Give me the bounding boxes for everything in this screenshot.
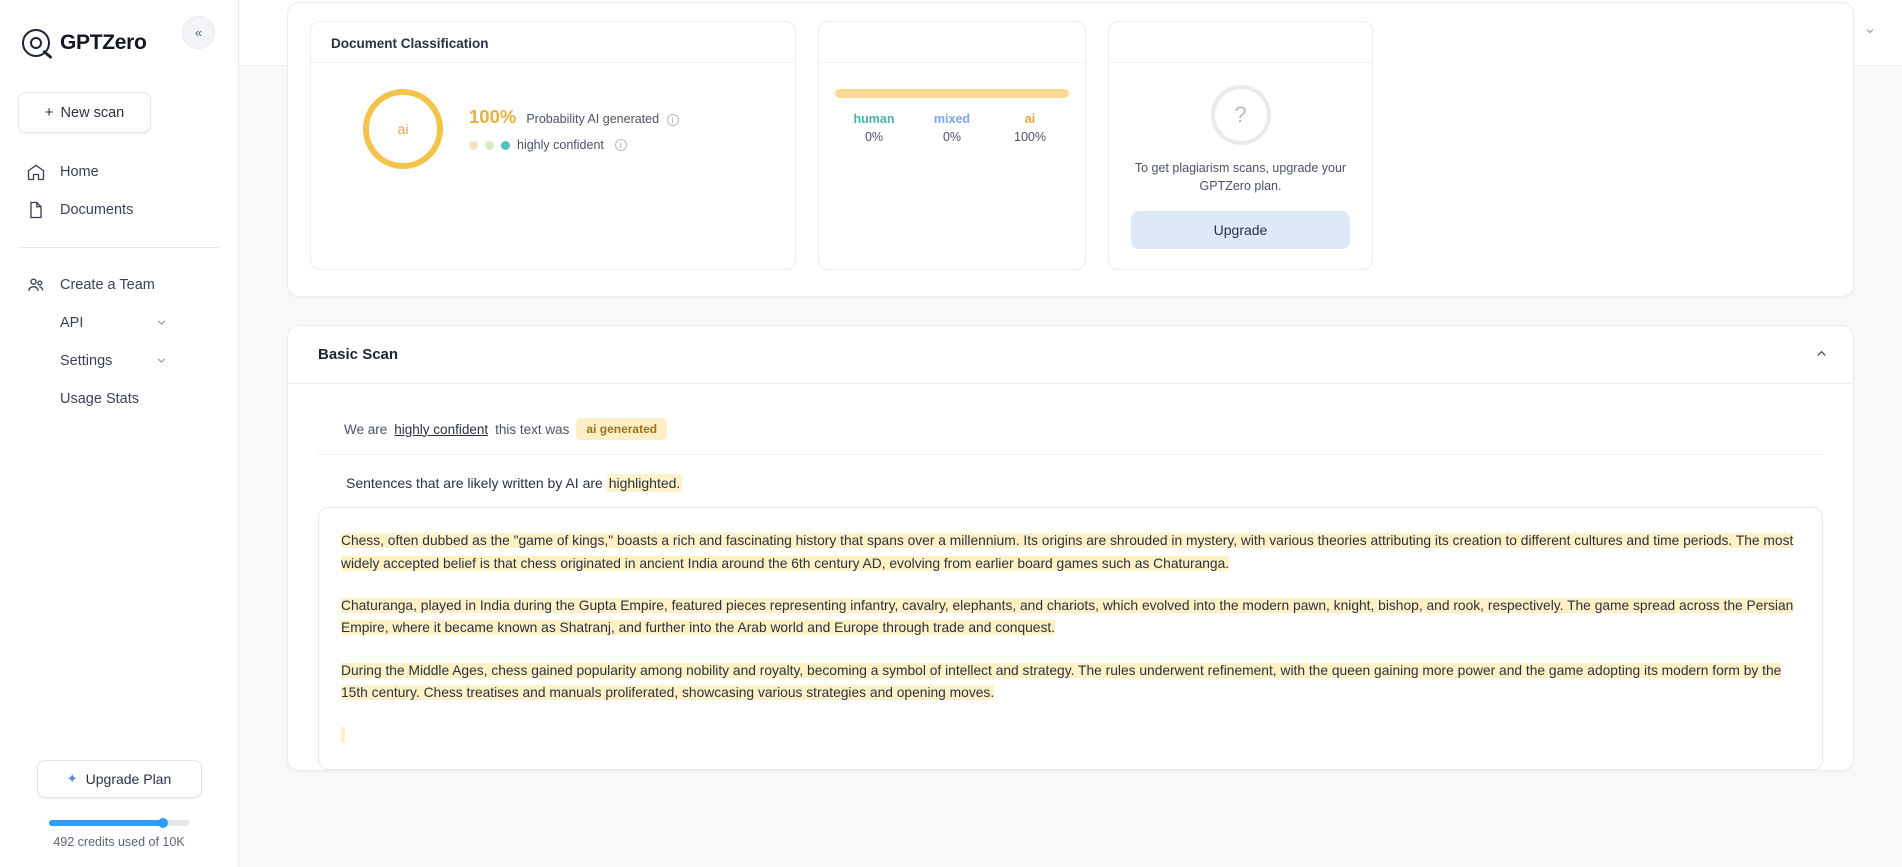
new-scan-label: New scan <box>60 104 125 121</box>
document-paragraph: Chaturanga, played in India during the Gupta Empire, featured pieces representing infantry, cavalry, elephants, and chariots, which evolved into the modern pawn, knight, bishop, and rook, respectively. The game spread across the Persian Empire, where it became known as Shatranj, and further into the Arab world and Europe through trade and conquest. <box>341 597 1794 636</box>
ai-probability-percent: 100% <box>469 106 517 127</box>
plagiarism-upsell-text: To get plagiarism scans, upgrade your GPTZero plan. <box>1134 161 1347 194</box>
usage-stats-icon <box>26 389 46 409</box>
upgrade-plan-button[interactable] <box>37 760 202 798</box>
sidebar-item-label: Settings <box>60 353 113 369</box>
confidence-label: highly confident <box>517 138 604 152</box>
upgrade-button[interactable]: Upgrade <box>1131 211 1350 249</box>
highlight-hint-prefix: Sentences that are likely written by AI are <box>346 475 603 492</box>
confidence-dot-low <box>469 141 478 150</box>
breakdown-title <box>819 22 1085 63</box>
sparkle-icon: ✦ <box>66 771 78 786</box>
plagiarism-title <box>1109 22 1372 63</box>
sidebar-item-api[interactable] <box>0 304 238 342</box>
confidence-prefix: We are <box>344 421 388 437</box>
scanned-document-text[interactable] <box>318 507 1823 769</box>
sidebar-collapse-icon[interactable]: « <box>182 16 215 49</box>
confidence-link[interactable]: highly confident <box>394 421 489 437</box>
sidebar-item-usage-stats[interactable] <box>0 380 238 418</box>
summary-card <box>287 2 1854 297</box>
info-icon[interactable]: i <box>615 139 627 151</box>
sidebar-item-label: Usage Stats <box>60 391 139 407</box>
document-paragraph: During the Middle Ages, chess gained popularity among nobility and royalty, becoming a symbol of intellect and strategy. The rules underwent refinement, with the queen gaining more power and the game adopting its modern form by the 15th century. Chess treatises and manuals proliferated, showcasing various strategies and opening moves. <box>341 662 1782 700</box>
highlight-hint-emphasis: highlighted. <box>608 475 681 492</box>
chevron-down-icon[interactable] <box>155 354 168 371</box>
new-scan-button[interactable] <box>18 92 151 133</box>
probability-label: Probability AI generated <box>526 112 660 126</box>
api-icon <box>26 313 46 333</box>
brand-name: GPTZero <box>60 31 147 54</box>
sidebar-item-label: API <box>60 315 84 331</box>
main-area <box>239 0 1902 867</box>
basic-scan-header[interactable] <box>288 326 1853 384</box>
basic-scan-card <box>287 325 1854 770</box>
question-mark-icon: ? <box>1211 85 1271 145</box>
sidebar-item-label: Home <box>60 164 99 180</box>
info-icon[interactable]: i <box>667 114 679 126</box>
breakdown-legend <box>835 112 1069 144</box>
legend-human: human 0% <box>853 112 895 144</box>
settings-icon <box>26 351 46 371</box>
chevron-up-icon[interactable] <box>1814 346 1829 364</box>
document-classification-panel <box>310 21 796 270</box>
plus-icon: + <box>44 104 54 121</box>
home-icon <box>26 162 46 182</box>
ai-share-bar <box>835 89 1069 98</box>
chevron-down-icon[interactable] <box>155 316 168 333</box>
breakdown-panel <box>818 21 1086 270</box>
sidebar-item-settings[interactable] <box>0 342 238 380</box>
sidebar-item-label: Create a Team <box>60 277 155 293</box>
sidebar-footer <box>0 760 238 867</box>
status-badge: ai generated <box>576 418 667 440</box>
confidence-dot-high <box>501 141 510 150</box>
credits-text: 492 credits used of 10K <box>53 835 185 849</box>
confidence-statement <box>318 406 1823 454</box>
legend-ai: ai 100% <box>1014 112 1046 144</box>
confidence-suffix: this text was <box>495 421 570 437</box>
basic-scan-title: Basic Scan <box>318 346 399 364</box>
sidebar <box>0 0 239 867</box>
document-classification-title: Document Classification <box>311 22 795 63</box>
sidebar-item-documents[interactable] <box>0 191 238 229</box>
confidence-dot-mid <box>485 141 494 150</box>
highlight-hint <box>318 455 1823 507</box>
donut-label: ai <box>397 121 409 137</box>
content-scroll[interactable] <box>239 36 1902 867</box>
credits-meter <box>49 820 189 849</box>
document-paragraph-partial <box>341 727 345 742</box>
sidebar-item-home[interactable] <box>0 153 238 191</box>
sidebar-item-label: Documents <box>60 202 134 218</box>
team-icon <box>26 275 46 295</box>
documents-icon <box>26 200 46 220</box>
sidebar-nav <box>0 153 238 418</box>
legend-mixed: mixed 0% <box>933 112 971 144</box>
sidebar-item-create-a-team[interactable] <box>0 266 238 304</box>
document-paragraph: Chess, often dubbed as the "game of kings," boasts a rich and fascinating history that spans over a millennium. Its origins are shrouded in mystery, with various theories attributing its creation to different cultures and time periods. The most widely accepted belief is that chess originated in ancient India around the 6th century AD, evolving from earlier board games such as Chaturanga. <box>341 533 1794 571</box>
upgrade-plan-label: Upgrade Plan <box>85 771 172 787</box>
sidebar-divider <box>18 247 220 248</box>
plagiarism-panel <box>1108 21 1373 270</box>
chevron-down-icon[interactable] <box>1864 25 1876 40</box>
credits-progress-bar <box>49 820 189 826</box>
ai-probability-donut <box>363 89 443 169</box>
gptzero-logo-icon <box>22 29 50 57</box>
